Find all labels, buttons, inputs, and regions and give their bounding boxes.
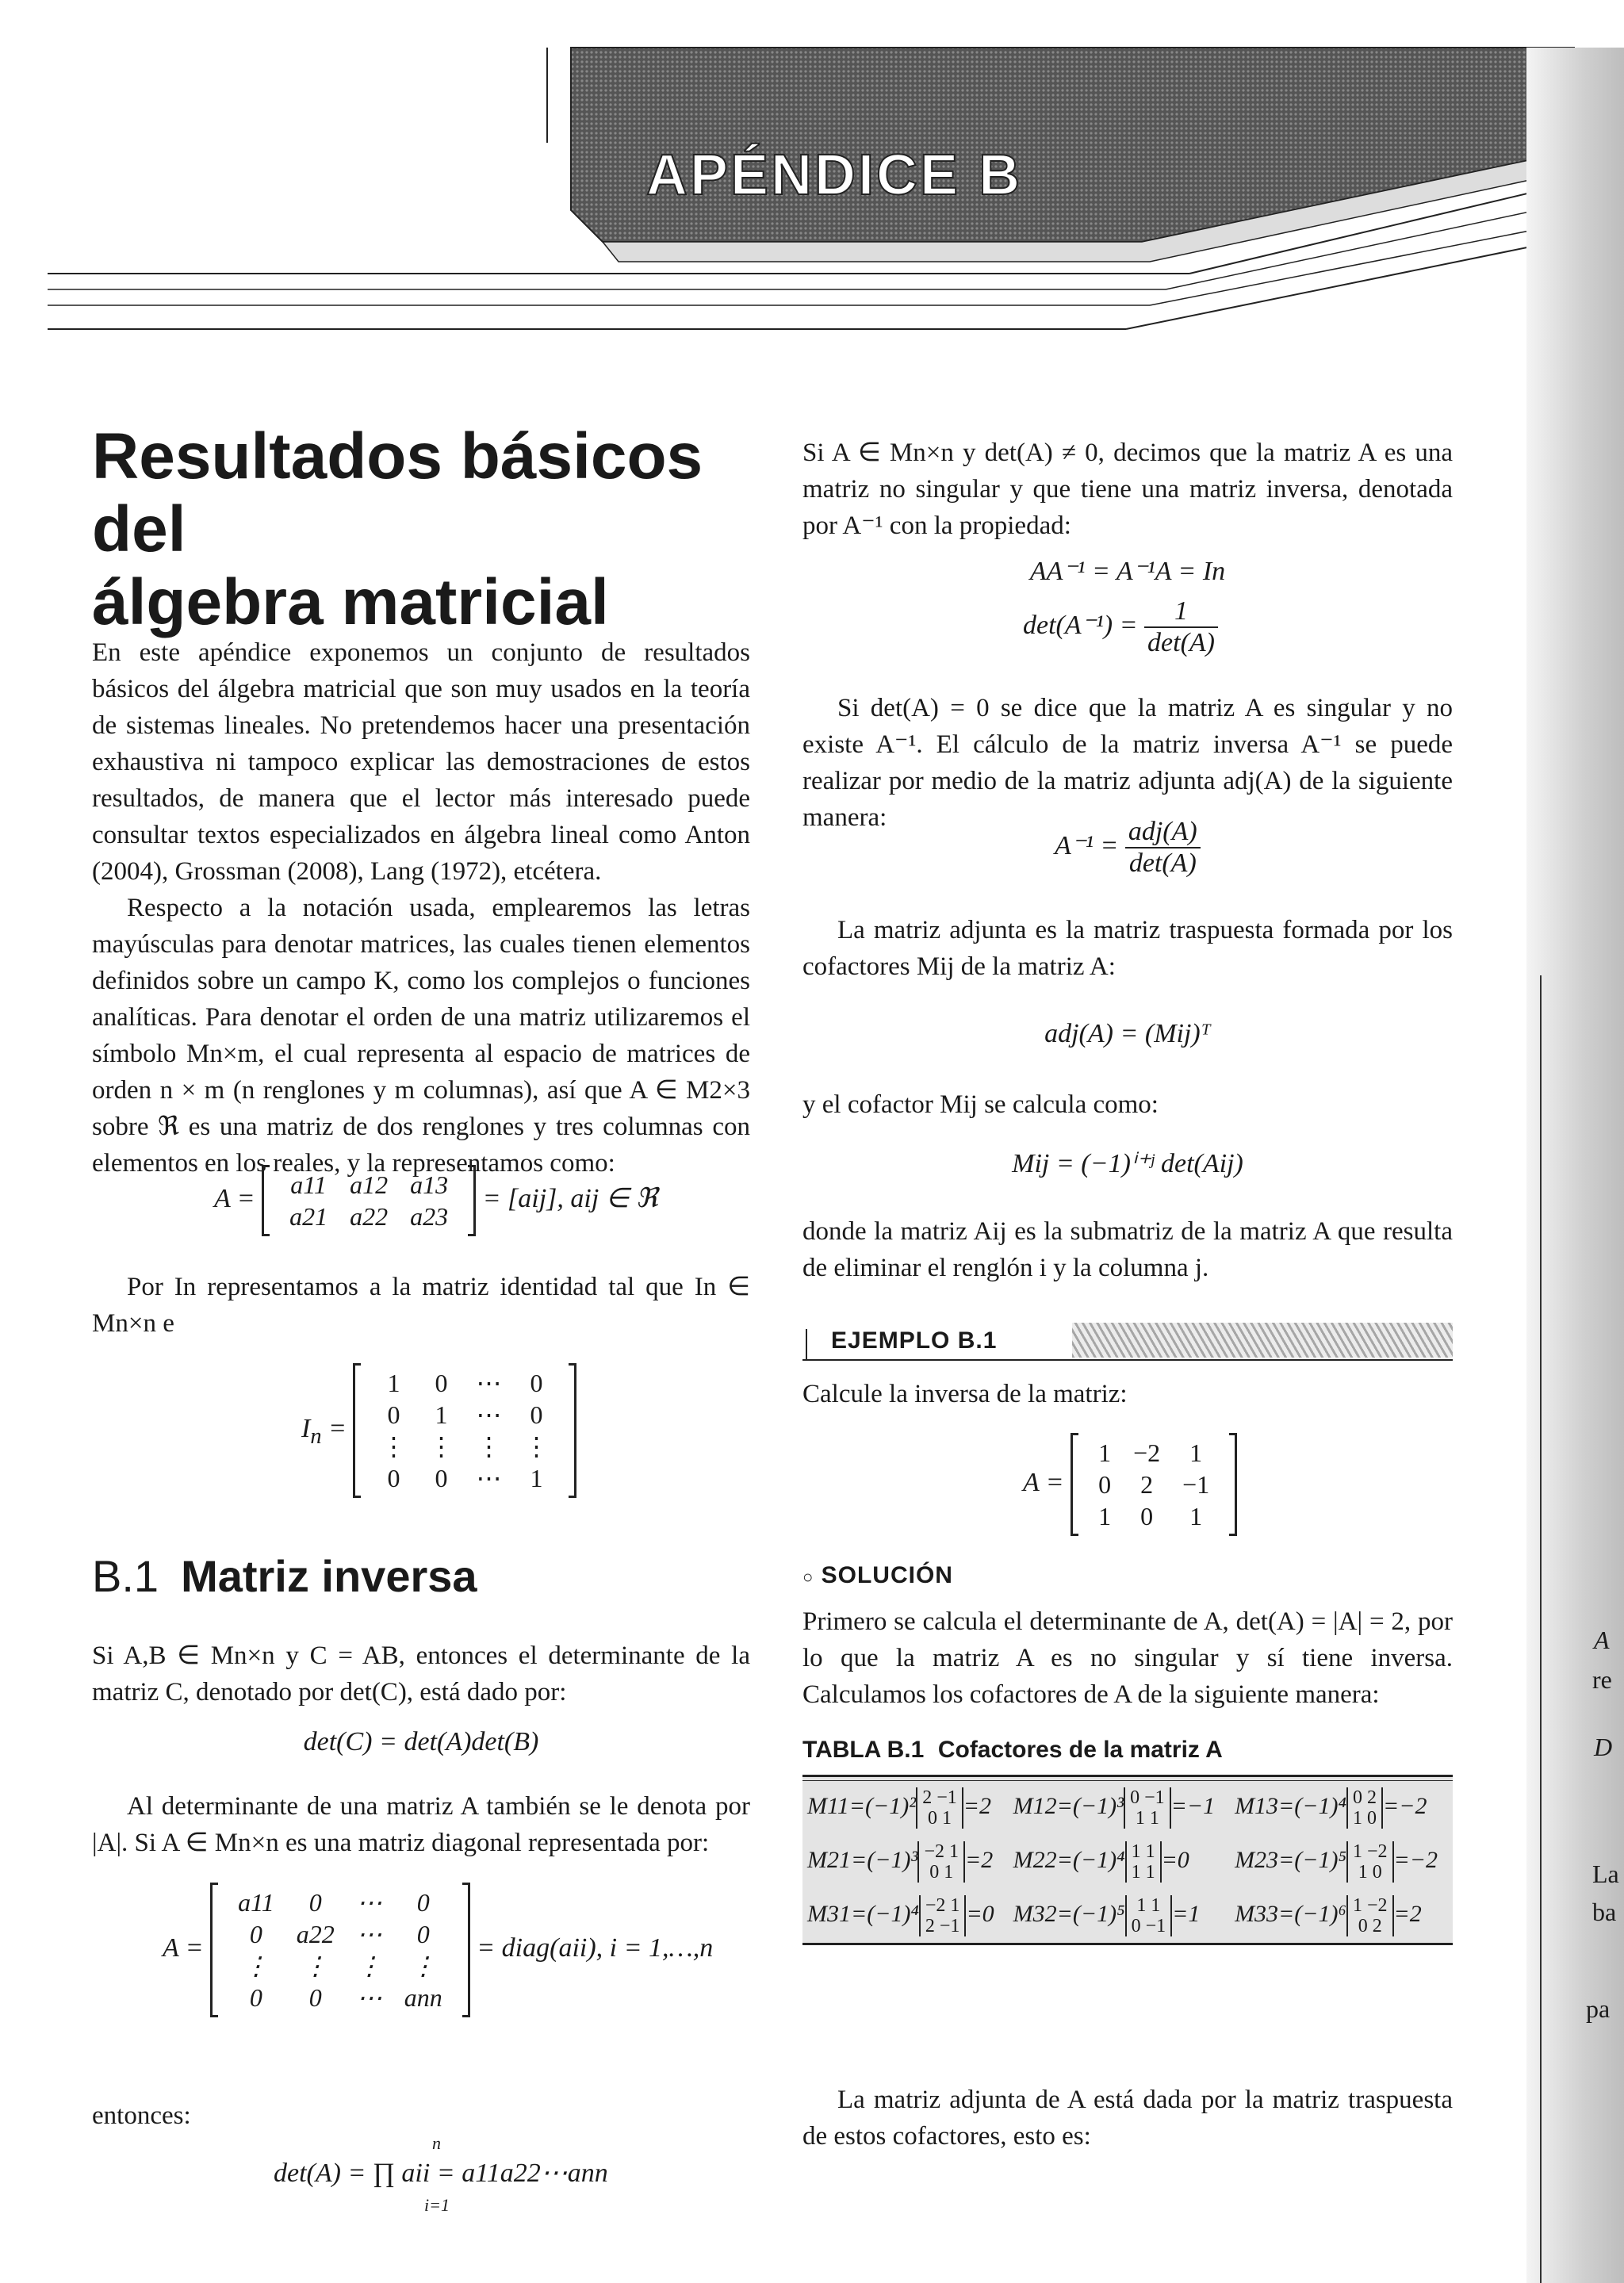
paragraph-block [802,1376,1453,1412]
equation-adjoint-inverse [1055,817,1201,879]
fraction [1125,817,1201,879]
matrix-equation-A: A = a11 a12 a13 a21 a22 a23 = [aij], aij ∈ ℜ [214,1166,658,1235]
equation-product [274,2133,608,2215]
matrix-cell: 0 [308,1983,322,2012]
matrix-cell: ⋮ [410,1952,436,1980]
paragraph: Si A,B ∈ Mn×n y C = AB, entonces el determinante de la matriz C, denotado por det(C), está dado por: [92,1641,750,1707]
equation-rhs: = diag(aii), i = 1,…,n [477,1933,714,1963]
paragraph: La matriz adjunta de A está dada por la matriz traspuesta de estos cofactores, esto es: [802,2086,1453,2151]
matrix-cell: ⋮ [523,1432,550,1461]
example-label: EJEMPLO B.1 [831,1327,998,1354]
solution-bullet-icon: ○ [802,1567,814,1587]
margin-fragment: re [1592,1665,1612,1694]
matrix-cell: a11 [290,1170,327,1199]
matrix-cell: 0 [387,1464,400,1492]
cofactor-table [802,1775,1453,1945]
matrix-cell: 0 [416,1920,430,1948]
matrix-cell: 0 [530,1400,543,1429]
example-header [802,1323,1453,1359]
denominator: det(A) [1147,628,1215,657]
matrix-cell: −2 [1133,1438,1161,1467]
matrix-cell: a13 [410,1170,449,1199]
cofactor-cell: M21=(−1)³ −2 1 0 1 =2 [807,1841,994,1883]
section-heading [92,1550,477,1603]
paragraph: Primero se calcula el determinante de A, det(A) = |A| = 2, por lo que la matriz A es no singular y sí tiene inversa. Calculamos los cofactores de A de la siguiente manera: [802,1607,1453,1709]
cofactor-cell: M32=(−1)⁵ 1 1 0 −1 =1 [1013,1895,1201,1936]
matrix-cell: a12 [350,1170,389,1199]
example-rule [802,1359,1453,1361]
matrix-cell: −1 [1182,1470,1210,1499]
matrix-cell: 1 [1098,1502,1112,1530]
matrix-cell: ann [404,1983,442,2012]
paragraph: Al determinante de una matriz A también se le denota por |A|. Si A ∈ Mn×n es una matriz diagonal representada por: [92,1792,750,1857]
matrix-cell: ⋯ [476,1464,502,1492]
cofactor-cell: M31=(−1)⁴ −2 1 2 −1 =0 [807,1895,994,1936]
margin-fragment: ba [1592,1898,1617,1926]
paragraph: Por In representamos a la matriz identidad tal que In ∈ Mn×n e [92,1273,750,1338]
equation-lhs: det(A⁻¹) = [1023,610,1138,640]
matrix-cell: 0 [416,1888,430,1917]
intro-paragraphs [92,634,750,1182]
determinant: 2 −1 0 1 [916,1787,963,1829]
matrix-cell: ⋮ [243,1952,269,1980]
cofactor-cell: M12=(−1)³ 0 −1 1 1 =−1 [1013,1787,1216,1829]
denominator: det(A) [1128,848,1197,878]
numerator: adj(A) [1125,817,1201,848]
product-lower-limit: i=1 [424,2195,450,2215]
matrix-cell: a23 [410,1202,449,1231]
example-matrix [1071,1434,1237,1535]
section-title: Matriz inversa [181,1551,477,1601]
determinant: 0 −1 1 1 [1124,1787,1171,1829]
matrix-cell: 0 [387,1400,400,1429]
matrix-cell: ⋯ [356,1888,382,1917]
example-matrix-equation: A = 1 −2 1 0 2 −1 1 0 1 [1023,1434,1237,1535]
margin-fragment: D [1594,1733,1613,1761]
paragraph-block [802,1086,1453,1123]
paragraph: y el cofactor Mij se calcula como: [802,1090,1159,1119]
matrix-cell: ⋮ [476,1432,502,1461]
margin-fragment: La [1592,1860,1619,1888]
matrix-cell: ⋮ [356,1952,382,1980]
matrix-cell: a22 [350,1202,389,1231]
matrix-A-2x3 [262,1166,476,1235]
determinant: 1 1 0 −1 [1125,1895,1173,1936]
example-hatch [1072,1323,1453,1358]
section-number: B.1 [92,1551,159,1601]
matrix-cell: 0 [435,1464,448,1492]
matrix-cell: ⋯ [356,1920,382,1948]
cofactor-cell: M13=(−1)⁴ 0 2 1 0 =−2 [1235,1787,1427,1829]
equation-adjoint-transpose: adj(A) = (Mij)ᵀ [1044,1019,1211,1048]
paragraph-block [802,912,1453,985]
equation-cofactor: Mij = (−1)ⁱ⁺ʲ det(Aij) [1012,1149,1243,1178]
paragraph-block [802,1213,1453,1286]
table-caption-number: TABLA B.1 [802,1737,925,1763]
matrix-cell: ⋯ [476,1369,502,1397]
matrix-cell: 1 [1098,1438,1112,1467]
equation-rhs: = [aij], aij ∈ ℜ [482,1183,658,1213]
paragraph: La matriz adjunta es la matriz traspuesta formada por los cofactores Mij de la matriz A: [802,916,1453,981]
equation-text: det(A) = ∏ aii = a11a22⋯ann [274,2159,608,2188]
matrix-cell: ⋯ [356,1983,382,2012]
paragraph-block [92,2097,750,2134]
determinant: 1 −2 1 0 [1346,1841,1394,1883]
identity-matrix [353,1364,576,1497]
paragraph: Si det(A) = 0 se dice que la matriz A es singular y no existe A⁻¹. El cálculo de la matriz inversa A⁻¹ se puede realizar por medio de la matriz adjunta adj(A) de la siguiente manera: [802,694,1453,832]
matrix-cell: 1 [1189,1502,1203,1530]
product-upper-limit: n [432,2133,441,2153]
matrix-cell: 0 [249,1983,262,2012]
matrix-cell: ⋯ [476,1400,502,1429]
diagonal-matrix-equation: A = a11 0 ⋯ 0 0 a22 ⋯ 0 ⋮ ⋮ ⋮ ⋮ 0 0 ⋯ ann = diag(aii), i = 1,…,n [163,1883,713,2017]
cofactor-cell: M33=(−1)⁶ 1 −2 0 2 =2 [1235,1895,1422,1936]
determinant: −2 1 0 1 [917,1841,965,1883]
matrix-cell: 0 [1140,1502,1154,1530]
equation-det-inverse [1023,596,1218,658]
margin-fragment: A [1594,1626,1610,1654]
chapter-title-line1: Resultados básicos del [92,420,703,565]
identity-matrix-equation: $I_n$ = 1 0 ⋯ 0 0 1 ⋯ 0 ⋮ ⋮ ⋮ ⋮ 0 0 ⋯ 1 [301,1364,576,1497]
example-bracket [806,1329,807,1361]
paragraph: Respecto a la notación usada, emplearemos las letras mayúsculas para denotar matrices, las cuales tienen elementos definidos sobre un campo K, como los complejos o funciones analíticas. Para denotar el orden de una matriz utilizaremos el símbolo Mn×m, el cual representa al espacio de matrices de orden n × m (n renglones y m columnas), así que A ∈ M2×3 sobre ℜ es una matriz de dos renglones y tres columnas con elementos en los reales, y la representamos como: [92,894,750,1178]
equation-detC: det(C) = det(A)det(B) [303,1727,539,1756]
matrix-cell: ⋮ [381,1432,407,1461]
matrix-cell: ⋮ [302,1952,328,1980]
determinant: −2 1 2 −1 [919,1895,967,1936]
matrix-cell: a11 [238,1888,274,1917]
appendix-title: APÉNDICE B [646,144,1023,207]
chapter-title-line2: álgebra matricial [92,566,609,638]
paragraph: Si A ∈ Mn×n y det(A) ≠ 0, decimos que la matriz A es una matriz no singular y que tiene una matriz inversa, denotada por A⁻¹ con la propiedad: [802,439,1453,540]
matrix-cell: 0 [530,1369,543,1397]
identity-paragraph [92,1269,750,1342]
matrix-cell: 1 [387,1369,400,1397]
paragraph-block [92,1638,750,1710]
cofactor-cell: M22=(−1)⁴ 1 1 1 1 =0 [1013,1841,1189,1883]
paragraph-block [92,1788,750,1861]
equation-inverse-property: AA⁻¹ = A⁻¹A = In [1029,557,1226,586]
matrix-cell: 1 [530,1464,543,1492]
determinant: 1 1 1 1 [1125,1841,1162,1883]
paragraph: entonces: [92,2101,191,2130]
fraction [1144,596,1218,658]
equation-lhs: A⁻¹ = [1055,830,1119,860]
table-row [802,1781,1453,1835]
matrix-cell: 0 [1098,1470,1112,1499]
table-row [802,1835,1453,1889]
matrix-cell: 1 [435,1400,448,1429]
determinant: 0 2 1 0 [1346,1787,1383,1829]
table-caption [802,1737,1223,1764]
matrix-cell: a22 [296,1920,335,1948]
paragraph-block [802,2082,1453,2155]
numerator: 1 [1144,596,1218,628]
matrix-cell: 0 [435,1369,448,1397]
paragraph-block [802,435,1453,544]
matrix-cell: ⋮ [428,1432,454,1461]
matrix-cell: 1 [1189,1438,1203,1467]
paragraph-block [802,690,1453,836]
paragraph: Calcule la inversa de la matriz: [802,1380,1128,1408]
cofactor-cell: M11=(−1)² 2 −1 0 1 =2 [807,1787,992,1829]
table-caption-text: Cofactores de la matriz A [937,1737,1223,1763]
matrix-cell: 2 [1140,1470,1154,1499]
solution-heading [802,1562,953,1589]
solution-label: SOLUCIÓN [821,1562,953,1588]
chapter-title [92,420,766,639]
matrix-cell: 0 [249,1920,262,1948]
determinant: 1 −2 0 2 [1346,1895,1394,1936]
table-row [802,1889,1453,1943]
diagonal-matrix [210,1883,470,2017]
cofactor-cell: M23=(−1)⁵ 1 −2 1 0 =−2 [1235,1841,1438,1883]
paragraph: donde la matriz Aij es la submatriz de la matriz A que resulta de eliminar el renglón i y la columna j. [802,1217,1453,1282]
matrix-cell: 0 [308,1888,322,1917]
paragraph-block [802,1603,1453,1713]
matrix-cell: a21 [289,1202,328,1231]
paragraph: En este apéndice exponemos un conjunto de resultados básicos del álgebra matricial que son muy usados en la teoría de sistemas lineales. No pretendemos hacer una presentación exhaustiva ni tampoco explicar las demostraciones de estos resultados, de manera que el lector más interesado puede consultar textos especializados en álgebra lineal como Anton (2004), Grossman (2008), Lang (1972), etcétera. [92,638,750,886]
margin-fragment: pa [1586,1994,1611,2023]
page-edge-line [1540,975,1542,2283]
